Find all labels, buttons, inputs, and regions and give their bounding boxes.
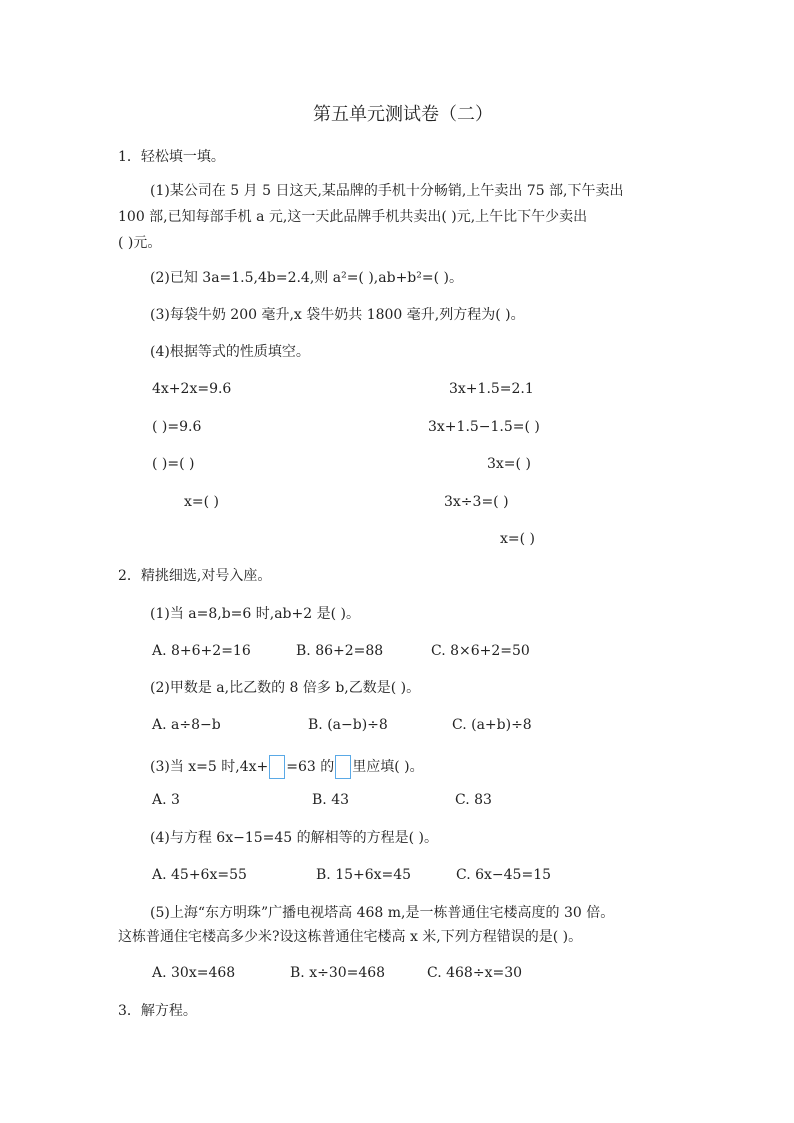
equation-right-line: x=( ) — [500, 531, 535, 547]
option-c: C. 6x−45=15 — [456, 867, 552, 883]
q2-item2: (2)甲数是 a,比乙数的 8 倍多 b,乙数是( )。 — [150, 680, 421, 696]
q1-item1-line1: (1)某公司在 5 月 5 日这天,某品牌的手机十分畅销,上午卖出 75 部,下午卖出 — [150, 183, 624, 199]
q2-item3-part3: 里应填( )。 — [352, 759, 424, 775]
answer-box — [269, 755, 285, 779]
q1-item2: (2)已知 3a=1.5,4b=2.4,则 a²=( ),ab+b²=( )。 — [150, 270, 463, 286]
q1-item1-line2: 100 部,已知每部手机 a 元,这一天此品牌手机共卖出( )元,上午比下午少卖出 — [118, 209, 588, 225]
equation-left-line: 4x+2x=9.6 — [152, 381, 232, 397]
answer-box — [335, 755, 351, 779]
option-a: A. 8+6+2=16 — [152, 643, 251, 659]
option-a: A. 3 — [152, 792, 180, 808]
option-a: A. a÷8−b — [152, 717, 221, 733]
option-b: B. 43 — [312, 792, 350, 808]
q2-item3 — [150, 755, 424, 779]
question-1-heading: 1．轻松填一填。 — [118, 149, 225, 165]
option-a: A. 45+6x=55 — [152, 867, 247, 883]
q1-item4: (4)根据等式的性质填空。 — [150, 344, 310, 360]
q1-item3: (3)每袋牛奶 200 毫升,x 袋牛奶共 1800 毫升,列方程为( )。 — [150, 307, 525, 323]
option-b: B. 86+2=88 — [296, 643, 384, 659]
equation-left-line: x=( ) — [184, 494, 219, 510]
q2-item1: (1)当 a=8,b=6 时,ab+2 是( )。 — [150, 606, 360, 622]
option-c: C. 468÷x=30 — [427, 965, 523, 981]
option-b: B. x÷30=468 — [290, 965, 386, 981]
option-b: B. (a−b)÷8 — [308, 717, 388, 733]
equation-left-line: ( )=( ) — [152, 456, 195, 472]
q2-item5-line2: 这栋普通住宅楼高多少米?设这栋普通住宅楼高 x 米,下列方程错误的是( )。 — [118, 929, 583, 945]
q2-item5-line1: (5)上海“东方明珠”广播电视塔高 468 m,是一栋普通住宅楼高度的 30 倍。 — [150, 905, 615, 921]
page-title: 第五单元测试卷（二） — [313, 104, 493, 125]
equation-right-line: 3x÷3=( ) — [444, 494, 509, 510]
option-b: B. 15+6x=45 — [316, 867, 412, 883]
question-2-heading: 2．精挑细选,对号入座。 — [118, 568, 272, 584]
q2-item3-part2: =63 的 — [286, 759, 335, 775]
question-3-heading: 3．解方程。 — [118, 1003, 197, 1019]
equation-left-line: ( )=9.6 — [152, 419, 202, 435]
option-c: C. (a+b)÷8 — [452, 717, 532, 733]
equation-right-line: 3x+1.5=2.1 — [449, 381, 534, 397]
q2-item4: (4)与方程 6x−15=45 的解相等的方程是( )。 — [150, 830, 438, 846]
q1-item1-line3: ( )元。 — [118, 235, 162, 251]
equation-right-line: 3x+1.5−1.5=( ) — [428, 419, 540, 435]
option-c: C. 83 — [455, 792, 492, 808]
q2-item3-part1: (3)当 x=5 时,4x+ — [150, 759, 269, 775]
equation-right-line: 3x=( ) — [487, 456, 531, 472]
option-c: C. 8×6+2=50 — [431, 643, 530, 659]
option-a: A. 30x=468 — [152, 965, 236, 981]
